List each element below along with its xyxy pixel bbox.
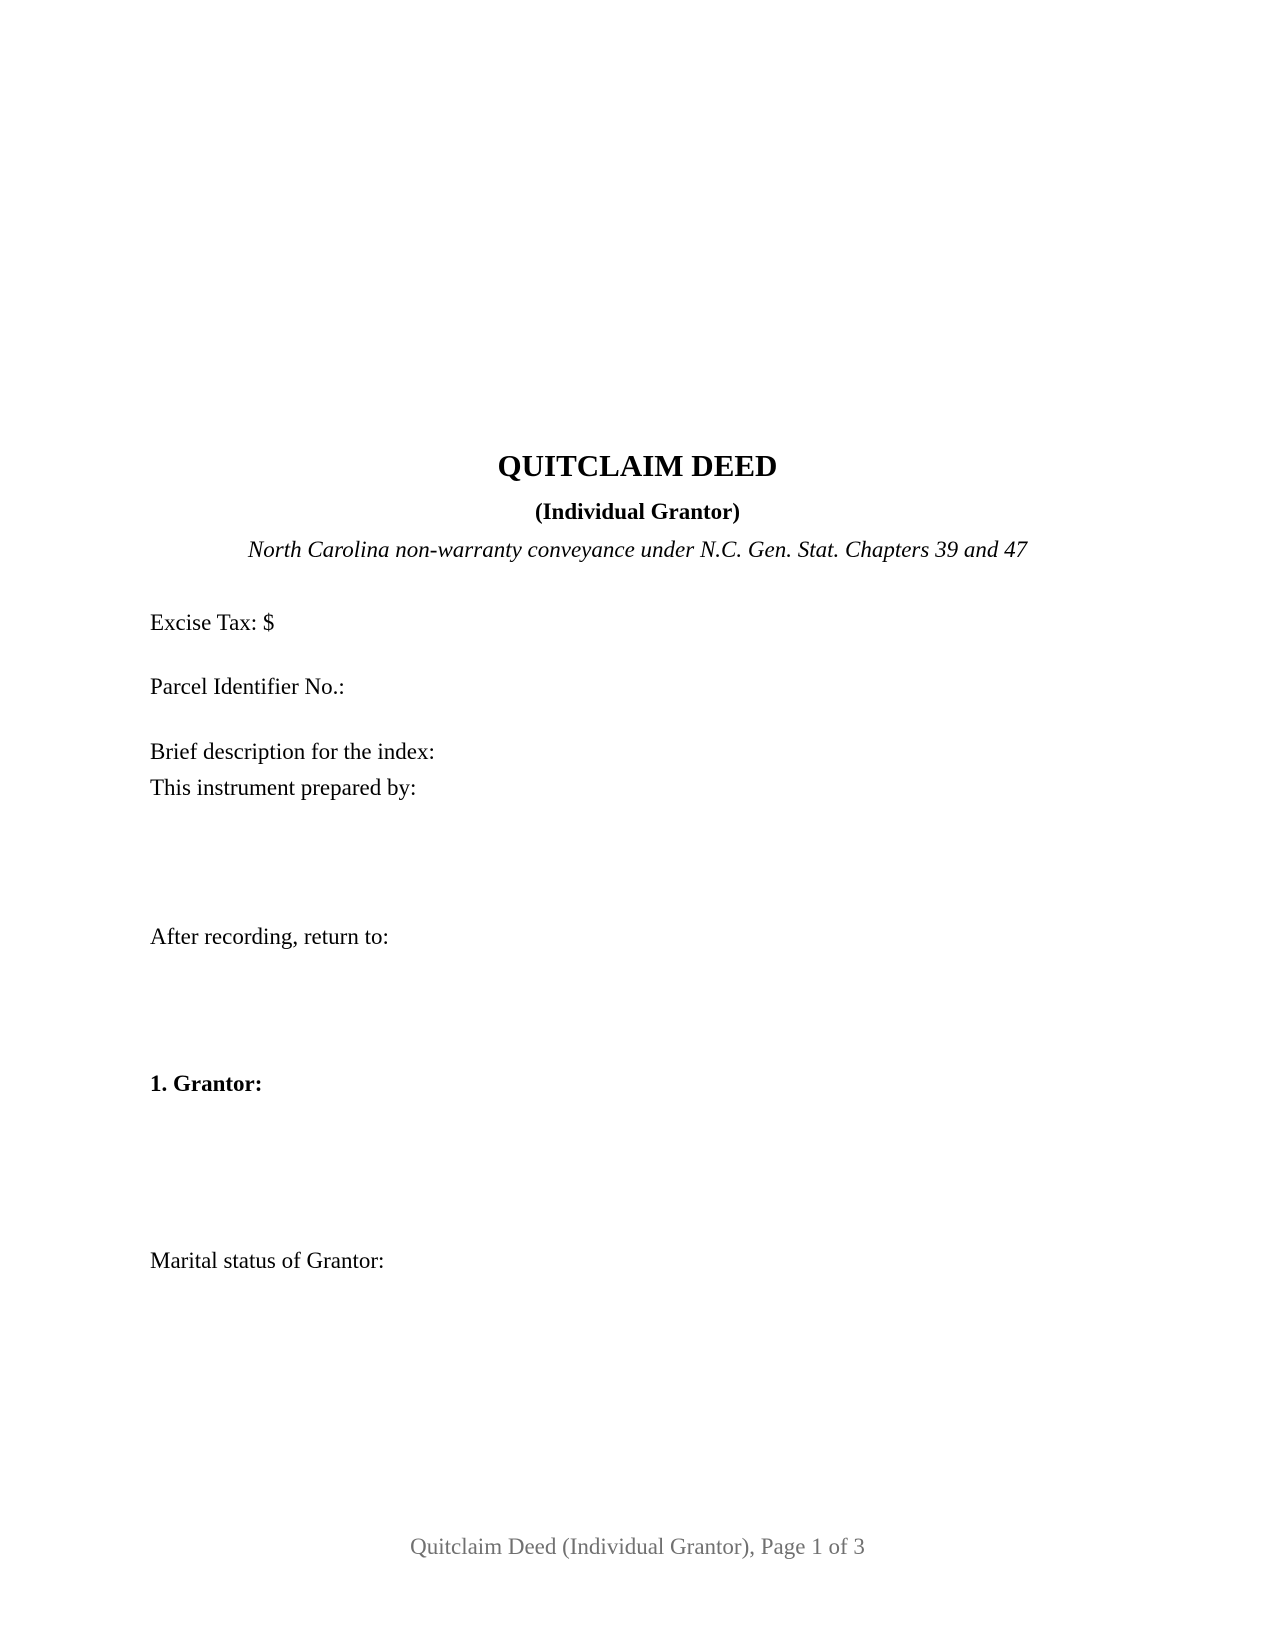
document-subtitle: (Individual Grantor) [534, 499, 741, 524]
page-footer: Quitclaim Deed (Individual Grantor), Page 1 of 3 [410, 1534, 865, 1559]
prepared-by-field: This instrument prepared by: [150, 775, 417, 800]
excise-tax-field: Excise Tax: $ [150, 610, 275, 635]
parcel-identifier-field: Parcel Identifier No.: [150, 674, 345, 699]
statute-note: North Carolina non-warranty conveyance under N.C. Gen. Stat. Chapters 39 and 47 [247, 537, 1028, 562]
document-title: QUITCLAIM DEED [497, 448, 778, 483]
marital-status-field: Marital status of Grantor: [150, 1248, 385, 1273]
return-to-field: After recording, return to: [150, 924, 389, 949]
grantor-heading: 1. Grantor: [150, 1071, 263, 1096]
brief-description-field: Brief description for the index: [150, 739, 435, 764]
